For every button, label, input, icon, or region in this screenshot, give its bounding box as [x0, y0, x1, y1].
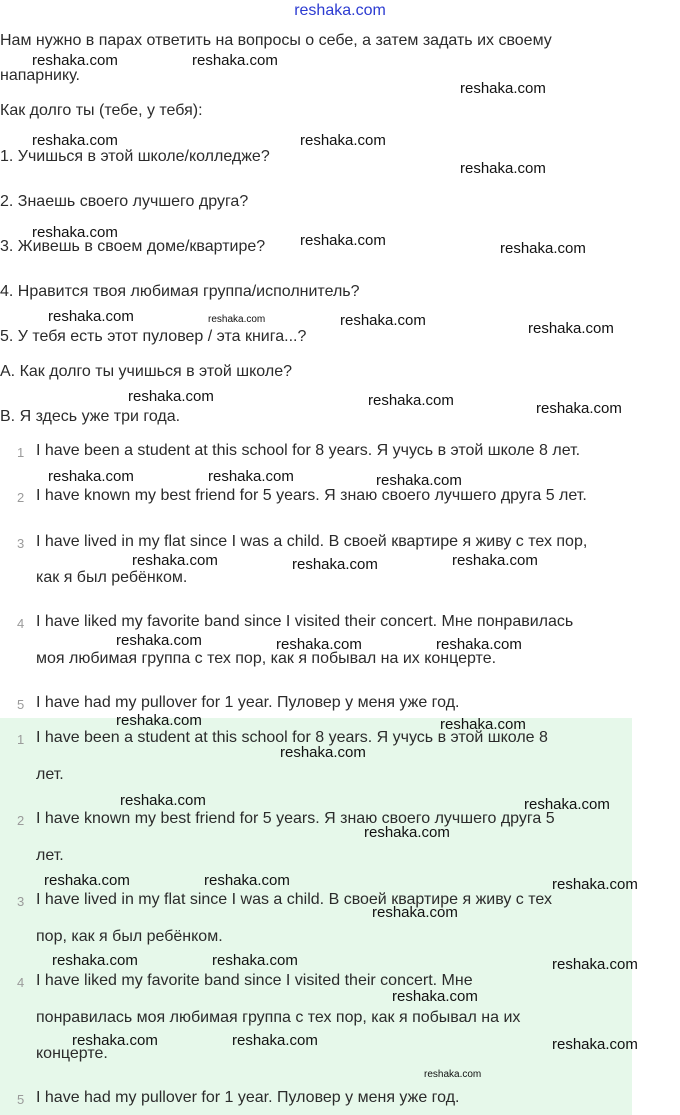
example-b: B. Я здесь уже три года. — [0, 408, 181, 425]
answer-line: I have lived in my flat since I was a child. В своей квартире я живу с тех — [36, 891, 552, 908]
question-2: 2. Знаешь своего лучшего друга? — [0, 193, 249, 210]
answer-line: концерте. — [36, 1045, 108, 1062]
answer-line: моя любимая группа с тех пор, как я побывал на их концерте. — [36, 650, 497, 667]
answer-number: 4 — [17, 616, 25, 631]
watermark: reshaka.com — [552, 1036, 638, 1053]
watermark: reshaka.com — [208, 314, 266, 325]
answer-number: 3 — [17, 536, 25, 551]
question-5: 5. У тебя есть этот пуловер / эта книга...? — [0, 328, 307, 345]
question-1: 1. Учишься в этой школе/колледже? — [0, 148, 270, 165]
watermark: reshaka.com — [436, 636, 522, 653]
watermark: reshaka.com — [208, 468, 294, 485]
watermark: reshaka.com — [204, 872, 290, 889]
watermark: reshaka.com — [300, 232, 386, 249]
watermark: reshaka.com — [116, 632, 202, 649]
watermark: reshaka.com — [48, 308, 134, 325]
watermark: reshaka.com — [424, 1069, 482, 1080]
watermark: reshaka.com — [536, 400, 622, 417]
watermark: reshaka.com — [32, 52, 118, 69]
answer-line: I have liked my favorite band since I visited their concert. Мне — [36, 972, 473, 989]
watermark: reshaka.com — [368, 392, 454, 409]
watermark: reshaka.com — [552, 876, 638, 893]
answer-number: 2 — [17, 490, 25, 505]
question-head: Как долго ты (тебе, у тебя): — [0, 102, 203, 119]
watermark: reshaka.com — [128, 388, 214, 405]
answer-number: 5 — [17, 1092, 25, 1107]
watermark: reshaka.com — [72, 1032, 158, 1049]
watermark: reshaka.com — [300, 132, 386, 149]
watermark: reshaka.com — [116, 712, 202, 729]
answer-line: I have been a student at this school for 8 years. Я учусь в этой школе 8 лет. — [36, 442, 581, 459]
answer-line: пор, как я был ребёнком. — [36, 928, 223, 945]
answer-line: I have known my best friend for 5 years. Я знаю своего лучшего друга 5 лет. — [36, 487, 587, 504]
answer-number: 3 — [17, 894, 25, 909]
watermark: reshaka.com — [120, 792, 206, 809]
answer-number: 4 — [17, 975, 25, 990]
answer-line: I have known my best friend for 5 years. Я знаю своего лучшего друга 5 — [36, 810, 555, 827]
answer-line: I have had my pullover for 1 year. Пуловер у меня уже год. — [36, 1089, 460, 1106]
watermark: reshaka.com — [452, 552, 538, 569]
watermark: reshaka.com — [364, 824, 450, 841]
answer-line: лет. — [36, 766, 64, 783]
watermark: reshaka.com — [276, 636, 362, 653]
watermark: reshaka.com — [280, 744, 366, 761]
answer-number: 1 — [17, 732, 25, 747]
watermark: reshaka.com — [192, 52, 278, 69]
answer-number: 1 — [17, 445, 25, 460]
watermark: reshaka.com — [376, 472, 462, 489]
watermark: reshaka.com — [392, 988, 478, 1005]
watermark: reshaka.com — [460, 160, 546, 177]
question-4: 4. Нравится твоя любимая группа/исполнитель? — [0, 283, 360, 300]
site-header[interactable]: reshaka.com — [294, 2, 386, 19]
watermark: reshaka.com — [528, 320, 614, 337]
watermark: reshaka.com — [212, 952, 298, 969]
watermark: reshaka.com — [48, 468, 134, 485]
watermark: reshaka.com — [552, 956, 638, 973]
answer-line: I have been a student at this school for 8 years. Я учусь в этой школе 8 — [36, 729, 548, 746]
answer-number: 5 — [17, 697, 25, 712]
intro-line-2: напарнику. — [0, 67, 80, 84]
answer-line: I have lived in my flat since I was a child. В своей квартире я живу с тех пор, — [36, 533, 588, 550]
watermark: reshaka.com — [132, 552, 218, 569]
watermark: reshaka.com — [524, 796, 610, 813]
example-a: A. Как долго ты учишься в этой школе? — [0, 363, 292, 380]
watermark: reshaka.com — [52, 952, 138, 969]
watermark: reshaka.com — [32, 224, 118, 241]
watermark: reshaka.com — [340, 312, 426, 329]
intro-line-1: Нам нужно в парах ответить на вопросы о себе, а затем задать их своему — [0, 32, 552, 49]
watermark: reshaka.com — [232, 1032, 318, 1049]
watermark: reshaka.com — [500, 240, 586, 257]
answer-line: I have liked my favorite band since I visited their concert. Мне понравилась — [36, 613, 574, 630]
answer-line: как я был ребёнком. — [36, 569, 188, 586]
question-3: 3. Живешь в своем доме/квартире? — [0, 238, 266, 255]
watermark: reshaka.com — [292, 556, 378, 573]
watermark: reshaka.com — [44, 872, 130, 889]
watermark: reshaka.com — [32, 132, 118, 149]
watermark: reshaka.com — [440, 716, 526, 733]
answer-number: 2 — [17, 813, 25, 828]
answer-line: понравилась моя любимая группа с тех пор, как я побывал на их — [36, 1009, 521, 1026]
answer-line: I have had my pullover for 1 year. Пуловер у меня уже год. — [36, 694, 460, 711]
watermark: reshaka.com — [460, 80, 546, 97]
answer-line: лет. — [36, 847, 64, 864]
watermark: reshaka.com — [372, 904, 458, 921]
